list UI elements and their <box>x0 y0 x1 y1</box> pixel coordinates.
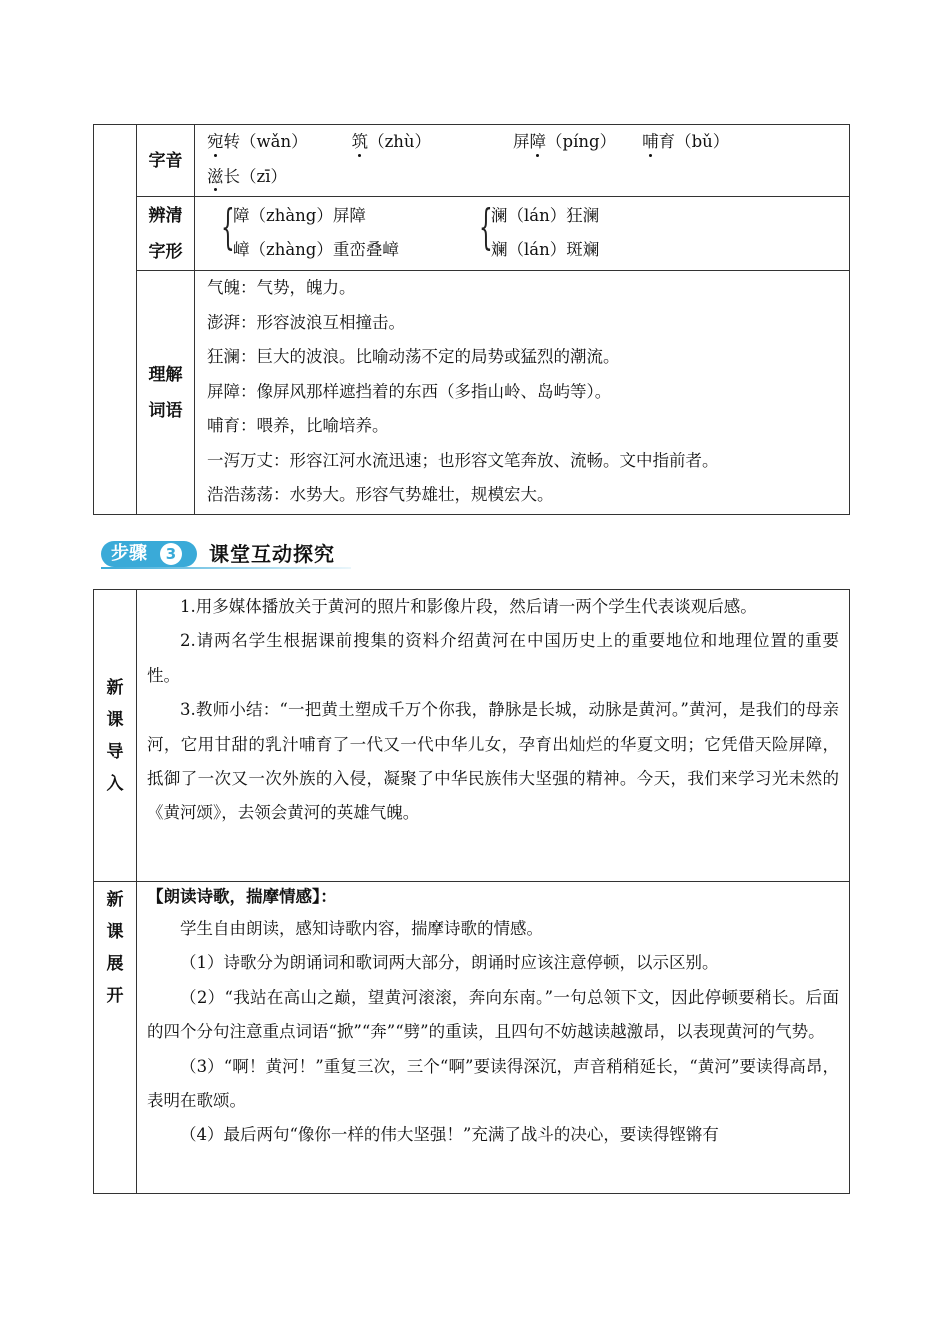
meaning-line: 狂澜：巨大的波浪。比喻动荡不定的局势或猛烈的潮流。 <box>207 347 620 366</box>
glyph-pair-2a: 澜（lán）狂澜 <box>491 206 600 225</box>
meanings-row <box>94 271 850 515</box>
meaning-line: 哺育：喂养，比喻培养。 <box>207 416 389 435</box>
left-brace-icon: { <box>221 199 235 255</box>
label-char: 新 <box>106 677 124 698</box>
glyphs-label <box>137 197 195 271</box>
word-rest: 育 <box>658 132 676 151</box>
pronunciation-line-2 <box>207 160 849 195</box>
develop-heading: 【朗读诗歌，揣摩情感】： <box>147 887 337 906</box>
vocab-table <box>93 124 850 515</box>
glyphs-label-line2: 字形 <box>148 241 183 262</box>
develop-paragraph: （1）诗歌分为朗诵词和歌词两大部分，朗诵时应该注意停顿，以示区别。 <box>180 953 719 973</box>
pronunciation-line-1 <box>207 125 849 160</box>
meaning-line: 澎湃：形容波浪互相撞击。 <box>207 312 405 332</box>
step-underline <box>101 567 351 569</box>
glyphs-row <box>94 197 850 271</box>
word-pre: 屏 <box>513 132 530 151</box>
left-brace-icon: { <box>479 199 493 255</box>
develop-content <box>137 882 850 1194</box>
pinyin: （zī） <box>240 166 287 186</box>
glyphs-content <box>195 197 850 271</box>
develop-paragraph: （2）“我站在高山之巅，望黄河滚滚，奔向东南。”一句总领下文，因此停顿要稍长。后面的四个分句注意重点词语“掀”“奔”“劈”的重读，且四句不妨越读越激昂，以表现黄河的气势。 <box>147 987 839 1042</box>
pronunciation-row <box>94 125 850 197</box>
develop-paragraph: （4）最后两句“像你一样的伟大坚强！”充满了战斗的决心，要读得铿锵有 <box>180 1125 719 1145</box>
step-title: 课堂互动探究 <box>209 542 335 566</box>
label-char: 课 <box>106 922 124 942</box>
dotted-char: 哺 <box>642 125 659 160</box>
pronunciation-label: 字音 <box>137 125 195 197</box>
pronunciation-content <box>195 125 850 197</box>
blank-side-cell <box>94 125 137 515</box>
meanings-label-line1: 理解 <box>148 364 183 385</box>
glyph-pair-2b: 斓（lán）斑斓 <box>491 240 600 259</box>
label-char: 展 <box>106 954 124 974</box>
step-number-badge: 3 <box>160 543 182 565</box>
glyphs-label-line1: 辨清 <box>148 205 183 226</box>
label-char: 课 <box>106 709 124 730</box>
meaning-line: 屏障：像屏风那样遮挡着的东西（多指山岭、岛屿等）。 <box>207 381 612 401</box>
glyph-pair-1b: 嶂（zhàng）重峦叠嶂 <box>233 240 399 259</box>
glyph-pair-1a: 障（zhàng）屏障 <box>233 206 366 225</box>
intro-paragraph: 1.用多媒体播放关于黄河的照片和影像片段，然后请一两个学生代表谈观后感。 <box>180 597 757 616</box>
glyph-braces <box>207 197 849 265</box>
develop-paragraph: （3）“啊！黄河！”重复三次，三个“啊”要读得深沉，声音稍稍延长，“黄河”要读得高昂，表明在歌颂。 <box>147 1056 839 1111</box>
meanings-label <box>137 271 195 515</box>
dotted-char: 宛 <box>207 125 224 160</box>
lesson-table <box>93 589 850 1194</box>
meaning-line: 一泻万丈：形容江河水流迅速；也形容文笔奔放、流畅。文中指前者。 <box>207 450 719 470</box>
word-rest: 长 <box>223 166 240 186</box>
word-rest: 转 <box>223 132 240 151</box>
label-char: 新 <box>106 890 124 910</box>
label-char: 导 <box>106 741 124 762</box>
meaning-line: 气魄：气势，魄力。 <box>207 278 356 297</box>
develop-label <box>94 882 137 1194</box>
meanings-content <box>195 271 850 515</box>
meaning-line: 浩浩荡荡：水势大。形容气势雄壮，规模宏大。 <box>207 485 554 504</box>
intro-label <box>94 590 137 882</box>
develop-paragraph: 学生自由朗读，感知诗歌内容，揣摩诗歌的情感。 <box>180 919 543 938</box>
pinyin: （wǎn） <box>240 132 308 151</box>
pinyin: （zhù） <box>368 132 432 151</box>
intro-paragraph: 2.请两名学生根据课前搜集的资料介绍黄河在中国历史上的重要地位和地理位置的重要性。 <box>147 631 839 685</box>
intro-row <box>94 590 850 882</box>
dotted-char: 障 <box>530 125 547 160</box>
label-char: 入 <box>106 773 124 794</box>
dotted-char: 滋 <box>207 160 224 195</box>
pinyin: （bǔ） <box>675 132 730 151</box>
intro-paragraph: 3.教师小结：“一把黄土塑成千万个你我，静脉是长城，动脉是黄河。”黄河，是我们的母亲河，它用甘甜的乳汁哺育了一代又一代中华儿女，孕育出灿烂的华夏文明；它凭借天险屏障，抵御了一次又一次外族的入侵，凝聚了中华民族伟大坚强的精神。今天，我们来学习光未然的《黄河颂》，去领会黄河的英雄气魄。 <box>147 700 839 823</box>
label-char: 开 <box>106 986 124 1006</box>
dotted-char: 筑 <box>352 125 369 160</box>
step-label: 步骤 <box>111 543 147 564</box>
pinyin: （píng） <box>546 132 617 151</box>
meanings-label-line2: 词语 <box>148 400 183 421</box>
develop-row <box>94 882 850 1194</box>
intro-content <box>137 590 850 882</box>
step-header <box>101 539 351 569</box>
